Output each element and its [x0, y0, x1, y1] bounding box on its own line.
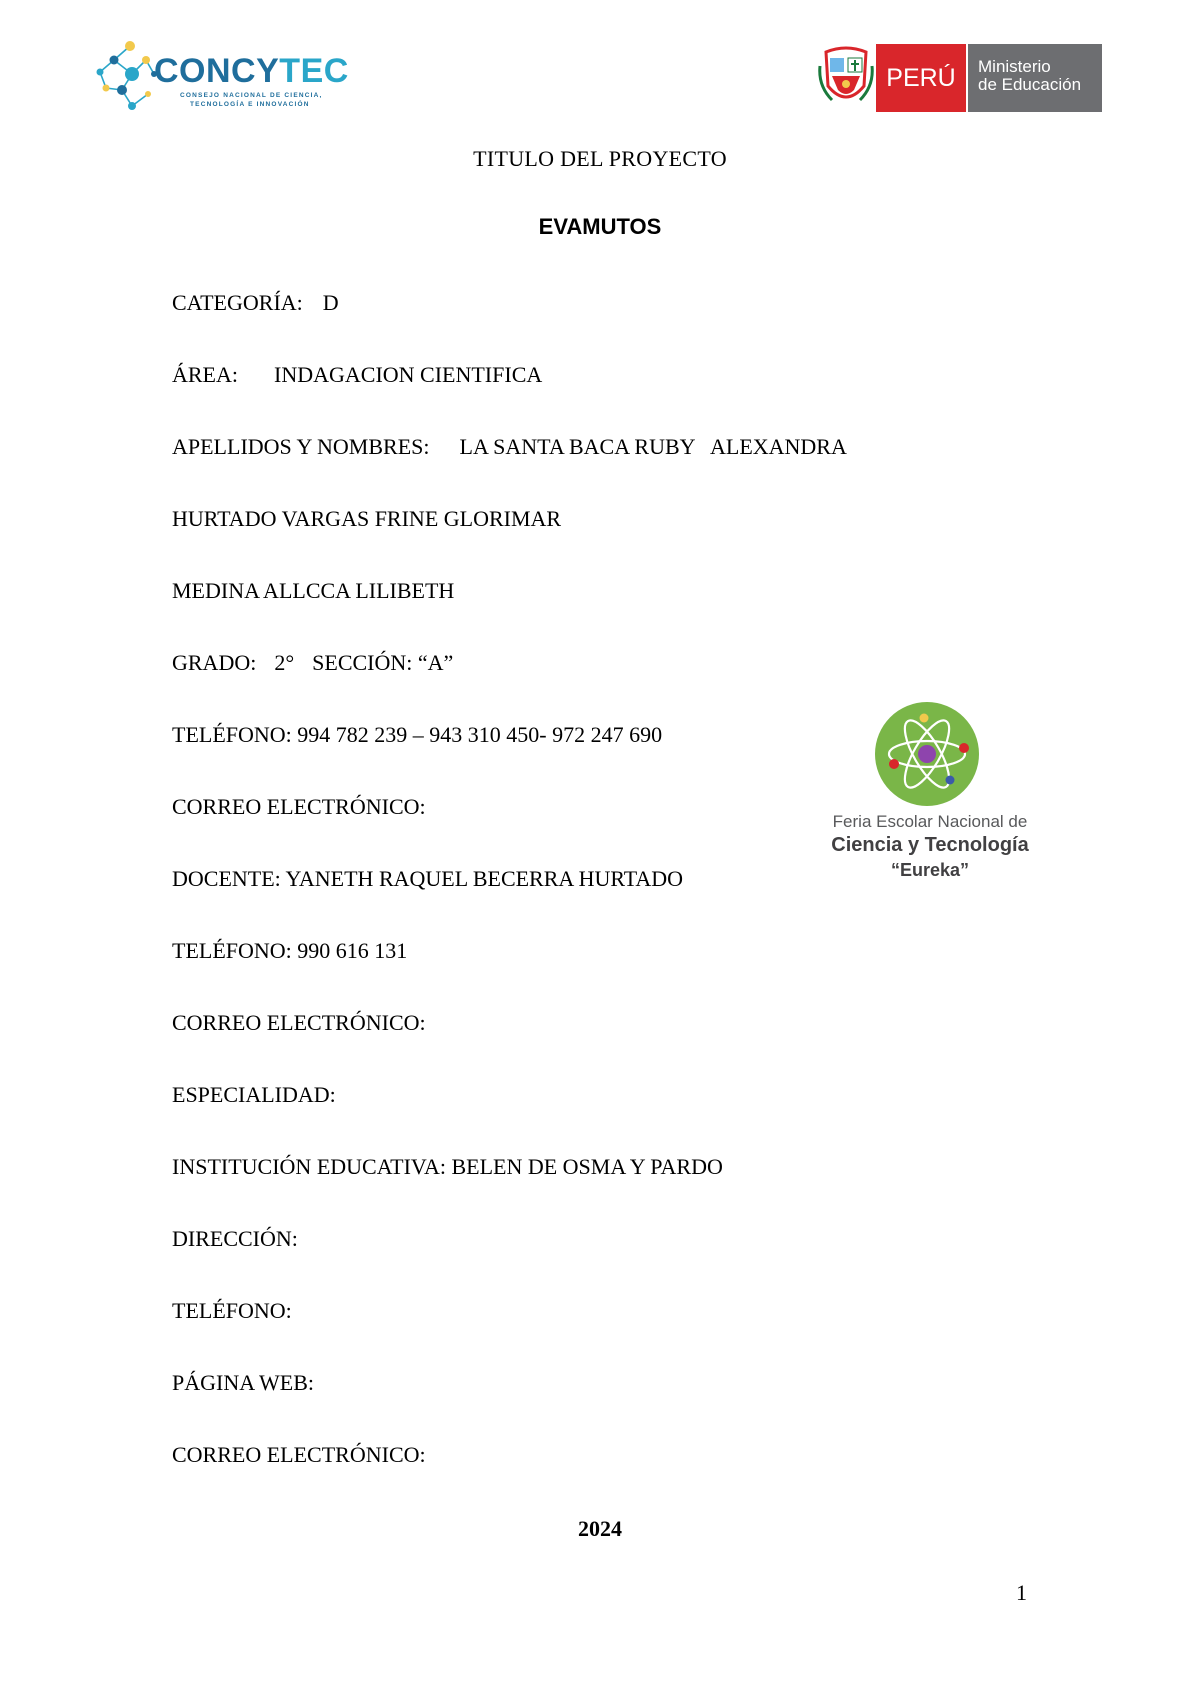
categoria-value: D — [322, 290, 339, 315]
concytec-network-icon — [92, 38, 162, 116]
telefono-docente: TELÉFONO: 990 616 131 — [172, 938, 408, 963]
student-1: LA SANTA BACA RUBY ALEXANDRA — [459, 434, 847, 459]
concytec-subtitle-line1: CONSEJO NACIONAL DE CIENCIA, — [180, 92, 323, 99]
correo-students: CORREO ELECTRÓNICO: — [172, 794, 426, 819]
concytec-logo — [92, 38, 352, 116]
ministry-label — [968, 44, 1102, 112]
project-name: EVAMUTOS — [538, 214, 662, 239]
correo-ie: CORREO ELECTRÓNICO: — [172, 1442, 426, 1467]
area-label: ÁREA: — [172, 362, 238, 387]
seccion-value: “A” — [417, 650, 454, 675]
concytec-subtitle-line2: TECNOLOGÍA E INNOVACIÓN — [190, 101, 310, 108]
telefono-students: TELÉFONO: 994 782 239 – 943 310 450- 972 247 690 — [172, 722, 663, 747]
concytec-wordmark-part1: CONCY — [154, 52, 280, 90]
peru-label: PERÚ — [876, 44, 966, 112]
area-value: INDAGACION CIENTIFICA — [274, 362, 543, 387]
docente: DOCENTE: YANETH RAQUEL BECERRA HURTADO — [172, 866, 684, 891]
eureka-line1: Feria Escolar Nacional de — [832, 812, 1028, 831]
eureka-line3: “Eureka” — [890, 860, 970, 880]
seccion-label: SECCIÓN: — [312, 650, 413, 675]
apellidos-label: APELLIDOS Y NOMBRES: — [172, 434, 430, 459]
concytec-wordmark-part2: TEC — [279, 52, 349, 90]
document-year: 2024 — [578, 1516, 622, 1541]
atom-icon — [872, 700, 982, 808]
ministry-line1: Ministerio — [978, 57, 1051, 76]
direccion: DIRECCIÓN: — [172, 1226, 298, 1251]
ministry-line2: de Educación — [978, 75, 1082, 94]
categoria-label: CATEGORÍA: — [172, 290, 303, 315]
telefono-ie: TELÉFONO: — [172, 1298, 292, 1323]
especialidad: ESPECIALIDAD: — [172, 1082, 336, 1107]
page-number: 1 — [1016, 1580, 1027, 1605]
document-heading: TITULO DEL PROYECTO — [473, 146, 727, 171]
concytec-wordmark — [154, 54, 349, 88]
field-area — [172, 362, 542, 388]
student-2: HURTADO VARGAS FRINE GLORIMAR — [172, 506, 562, 531]
field-categoria — [172, 290, 339, 316]
institucion: INSTITUCIÓN EDUCATIVA: BELEN DE OSMA Y PARDO — [172, 1154, 723, 1179]
minedu-logo — [818, 42, 1102, 114]
pagina-web: PÁGINA WEB: — [172, 1370, 314, 1395]
field-grado-seccion — [172, 650, 453, 676]
grado-label: GRADO: — [172, 650, 257, 675]
grado-value: 2° — [274, 650, 295, 675]
eureka-line2: Ciencia y Tecnología — [831, 834, 1029, 856]
student-3: MEDINA ALLCCA LILIBETH — [172, 578, 455, 603]
correo-docente: CORREO ELECTRÓNICO: — [172, 1010, 426, 1035]
peru-coat-of-arms-icon — [818, 46, 874, 110]
field-apellidos — [172, 434, 847, 460]
eureka-logo — [820, 700, 1040, 890]
